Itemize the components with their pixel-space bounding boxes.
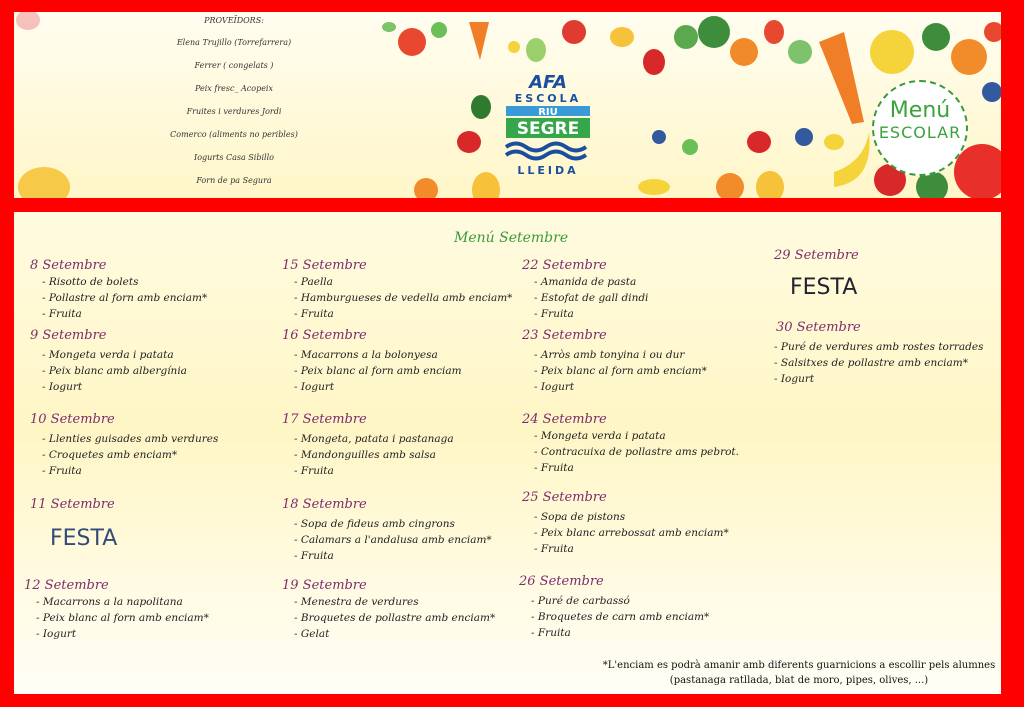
dish: - Iogurt [774, 373, 815, 385]
dish: - Iogurt [294, 381, 335, 393]
badge-line2: ESCOLAR [878, 123, 962, 142]
menu-title: Menú Setembre [454, 230, 569, 246]
day-block [30, 328, 187, 395]
day-date: 30 Setembre [776, 320, 861, 335]
badge-line1: Menú [889, 98, 951, 123]
lettuce-note [599, 658, 999, 688]
dish: - Iogurt [534, 381, 575, 393]
dish: - Mongeta verda i patata [42, 349, 174, 361]
dish: - Peix blanc amb albergínia [42, 365, 187, 377]
day-block [522, 258, 648, 322]
dish: - Puré de carbassó [531, 595, 630, 607]
festa-label: FESTA [50, 526, 118, 551]
day-block [522, 412, 739, 476]
header-panel [14, 12, 1001, 198]
menu-panel [14, 212, 1001, 694]
dish: - Iogurt [42, 381, 83, 393]
day-date: 22 Setembre [522, 258, 607, 273]
day-block [522, 328, 707, 395]
dish: - Mongeta, patata i pastanaga [294, 433, 454, 445]
day-date: 29 Setembre [774, 248, 859, 263]
dish: - Macarrons a la bolonyesa [294, 349, 438, 361]
logo-line4: LLEIDA [517, 164, 579, 177]
day-date: 23 Setembre [522, 328, 607, 343]
dish: - Amanida de pasta [534, 276, 637, 288]
dish: - Fruita [294, 550, 334, 562]
dish: - Fruita [294, 465, 334, 477]
dish: - Peix blanc al forn amb enciam* [534, 365, 707, 377]
provider-item: Elena Trujillo (Torrefarrera) [176, 38, 292, 47]
dish: - Arròs amb tonyina i ou dur [534, 349, 685, 361]
dish: - Sopa de fideus amb cingrons [294, 518, 455, 530]
day-block [519, 574, 709, 641]
day-date: 18 Setembre [282, 497, 367, 512]
dish: - Calamars a l'andalusa amb enciam* [294, 534, 492, 546]
day-block [282, 328, 462, 395]
dish: - Pollastre al forn amb enciam* [42, 292, 208, 304]
day-block [282, 258, 512, 322]
provider-item: Ferrer ( congelats ) [194, 61, 274, 70]
note-line1: *L'enciam es podrà amanir amb diferents guarnicions a escollir pels alumnes [602, 660, 996, 671]
day-date: 15 Setembre [282, 258, 367, 273]
dish: - Menestra de verdures [294, 596, 419, 608]
dish: - Croquetes amb enciam* [42, 449, 178, 461]
provider-item: Fruites i verdures Jordi [186, 107, 282, 116]
festa-label: FESTA [790, 275, 858, 300]
provider-item: Comerco (aliments no peribles) [170, 130, 298, 139]
day-block [282, 578, 495, 642]
day-date: 9 Setembre [30, 328, 107, 343]
dish: - Sopa de pistons [534, 511, 626, 523]
dish: - Contracuixa de pollastre ams pebrot. [534, 446, 739, 458]
dish: - Salsitxes de pollastre amb enciam* [774, 357, 968, 369]
afa-logo [498, 72, 598, 182]
day-date: 10 Setembre [30, 412, 115, 427]
dish: - Peix blanc al forn amb enciam [294, 365, 462, 377]
logo-line3: SEGRE [516, 119, 580, 139]
day-block [30, 412, 218, 479]
dish: - Risotto de bolets [42, 276, 139, 288]
day-block [30, 497, 117, 551]
dish: - Fruita [534, 543, 574, 555]
day-date: 19 Setembre [282, 578, 367, 593]
dish: - Broquetes de pollastre amb enciam* [294, 612, 496, 624]
provider-item: Forn de pa Segura [196, 176, 272, 185]
dish: - Fruita [531, 627, 571, 639]
dish: - Mongeta verda i patata [534, 430, 666, 442]
dish: - Llenties guisades amb verdures [42, 433, 219, 445]
day-date: 25 Setembre [522, 490, 607, 505]
dish: - Peix blanc arrebossat amb enciam* [534, 527, 729, 539]
dish: - Broquetes de carn amb enciam* [531, 611, 710, 623]
day-block [282, 497, 492, 564]
dish: - Hamburgueses de vedella amb enciam* [294, 292, 513, 304]
dish: - Fruita [294, 308, 334, 320]
dish: - Macarrons a la napolitana [36, 596, 183, 608]
dish: - Mandonguilles amb salsa [294, 449, 436, 461]
day-date: 11 Setembre [30, 497, 115, 512]
day-block [282, 412, 454, 479]
dish: - Estofat de gall dindi [534, 292, 649, 304]
day-date: 12 Setembre [24, 578, 109, 593]
day-date: 17 Setembre [282, 412, 367, 427]
day-block [30, 258, 207, 322]
provider-item: Peix fresc_ Acopeix [194, 84, 274, 93]
day-date: 24 Setembre [522, 412, 607, 427]
day-block [24, 578, 209, 642]
menu-escolar-badge [872, 80, 968, 176]
providers-title: PROVEÏDORS: [204, 16, 264, 25]
day-block [774, 248, 859, 300]
day-block [522, 490, 729, 557]
day-date: 26 Setembre [519, 574, 604, 589]
logo-line1: ESCOLA [514, 92, 582, 105]
day-date: 16 Setembre [282, 328, 367, 343]
dish: - Fruita [42, 465, 82, 477]
logo-line2: RIU [538, 107, 558, 118]
day-block [774, 320, 984, 387]
dish: - Fruita [534, 462, 574, 474]
dish: - Iogurt [36, 628, 77, 640]
dish: - Fruita [534, 308, 574, 320]
dish: - Peix blanc al forn amb enciam* [36, 612, 209, 624]
provider-item: Iogurts Casa Sibillo [194, 153, 274, 162]
note-line2: (pastanaga ratllada, blat de moro, pipes, olives, ...) [669, 675, 929, 686]
day-date: 8 Setembre [30, 258, 107, 273]
dish: - Puré de verdures amb rostes torrades [774, 341, 984, 353]
dish: - Paella [294, 276, 333, 288]
dish: - Fruita [42, 308, 82, 320]
dish: - Gelat [294, 628, 330, 640]
logo-afa-text: AFA [529, 72, 567, 93]
